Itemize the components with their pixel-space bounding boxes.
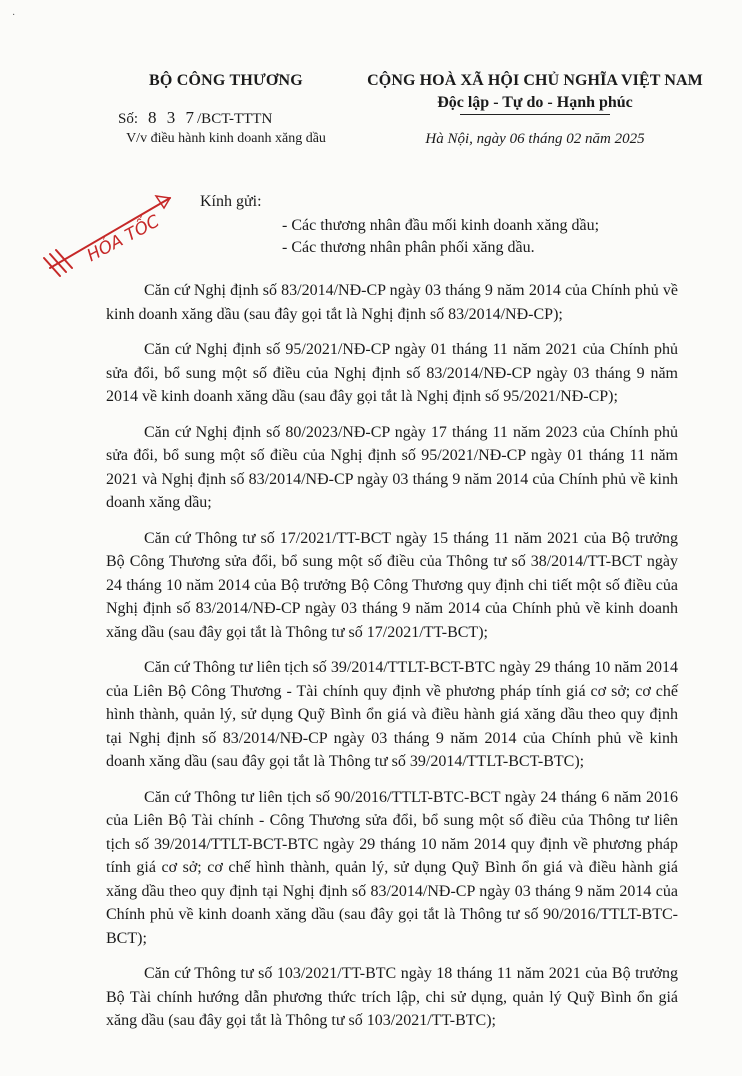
number-suffix: /BCT-TTTN [197,111,273,127]
recipient-item: - Các thương nhân đầu mối kinh doanh xăng dầu; [282,217,600,234]
number-value: 8 3 7 [148,108,198,127]
issuing-agency-block [96,72,356,90]
body-paragraph: Căn cứ Nghị định số 83/2014/NĐ-CP ngày 03 tháng 9 năm 2014 của Chính phủ về kinh doanh xăng dầu (sau đây gọi tắt là Nghị định số 83/2014/NĐ-CP); [106,282,678,323]
recipient-list [282,215,599,259]
number-label: Số: [118,111,139,127]
body-paragraph: Căn cứ Nghị định số 80/2023/NĐ-CP ngày 17 tháng 11 năm 2023 của Chính phủ sửa đổi, bổ sung một số điều của Nghị định số 95/2021/NĐ-CP ngày 01 tháng 11 năm 2021 và Nghị định số 83/2014/NĐ-CP ngày 03 tháng 9 năm 2014 của Chính phủ về kinh doanh xăng dầu; [106,423,678,511]
national-header [340,72,730,115]
place-date: Hà Nội, ngày 06 tháng 02 năm 2025 [425,131,645,147]
stamp-text: HỎA TỐC [83,211,163,267]
body-paragraph: Căn cứ Thông tư liên tịch số 39/2014/TTLT-BCT-BTC ngày 29 tháng 10 năm 2014 của Liên Bộ Công Thương - Tài chính quy định về phương pháp tính giá cơ sở; cơ chế hình thành, quản lý, sử dụng Quỹ Bình ổn giá và điều hành giá xăng dầu theo quy định tại Nghị định số 83/2014/NĐ-CP ngày 03 tháng 9 năm 2014 của Chính phủ về kinh doanh xăng dầu (sau đây gọi tắt là Thông tư số 39/2014/TTLT-BCT-BTC); [106,659,678,770]
recipient-item: - Các thương nhân phân phối xăng dầu. [282,239,535,256]
body-paragraph: Căn cứ Thông tư số 17/2021/TT-BCT ngày 15 tháng 11 năm 2021 của Bộ trưởng Bộ Công Thương sửa đổi, bổ sung một số điều của Thông tư số 38/2014/TT-BCT ngày 24 tháng 10 năm 2014 của Bộ trưởng Bộ Công Thương quy định chi tiết một số điều của Nghị định số 83/2014/NĐ-CP ngày 03 tháng 9 năm 2014 của Chính phủ về kinh doanh xăng dầu (sau đây gọi tắt là Thông tư số 17/2021/TT-BCT); [106,529,678,641]
document-subject: V/v điều hành kinh doanh xăng dầu [126,131,326,146]
corner-mark: · [12,10,16,21]
body-paragraph: Căn cứ Thông tư số 103/2021/TT-BTC ngày 18 tháng 11 năm 2021 của Bộ trưởng Bộ Tài chính hướng dẫn phương thức trích lập, chi sử dụng, quản lý Quỹ Bình ổn giá xăng dầu (sau đây gọi tắt là Thông tư số 103/2021/TT-BTC); [106,965,678,1029]
issuing-agency: BỘ CÔNG THƯƠNG [149,72,303,89]
nation-title: CỘNG HOÀ XÃ HỘI CHỦ NGHĨA VIỆT NAM [367,72,703,89]
recipient-label: Kính gửi: [200,193,262,210]
body-paragraph: Căn cứ Nghị định số 95/2021/NĐ-CP ngày 01 tháng 11 năm 2021 của Chính phủ sửa đổi, bổ sung một số điều của Nghị định số 83/2014/NĐ-CP ngày 03 tháng 9 năm 2014 về kinh doanh xăng dầu (sau đây gọi tắt là Nghị định số 95/2021/NĐ-CP); [106,341,678,405]
body-paragraph: Căn cứ Thông tư liên tịch số 90/2016/TTLT-BTC-BCT ngày 24 tháng 6 năm 2016 của Liên Bộ Tài chính - Công Thương sửa đổi, bổ sung một số điều của Thông tư liên tịch số 39/2014/TTLT-BCT-BTC ngày 29 tháng 10 năm 2014 quy định về phương pháp tính giá cơ sở; cơ chế hình thành, quản lý, sử dụng Quỹ Bình ổn giá và điều hành giá xăng dầu theo quy định tại Nghị định số 83/2014/NĐ-CP ngày 03 tháng 9 năm 2014 của Chính phủ về kinh doanh xăng dầu (sau đây gọi tắt là Thông tư số 90/2016/TTLT-BTC-BCT); [106,788,678,947]
motto-underline [460,114,610,115]
urgent-stamp-icon [30,188,190,288]
document-body [106,279,678,1045]
document-number [118,108,272,128]
national-motto: Độc lập - Tự do - Hạnh phúc [437,94,633,111]
